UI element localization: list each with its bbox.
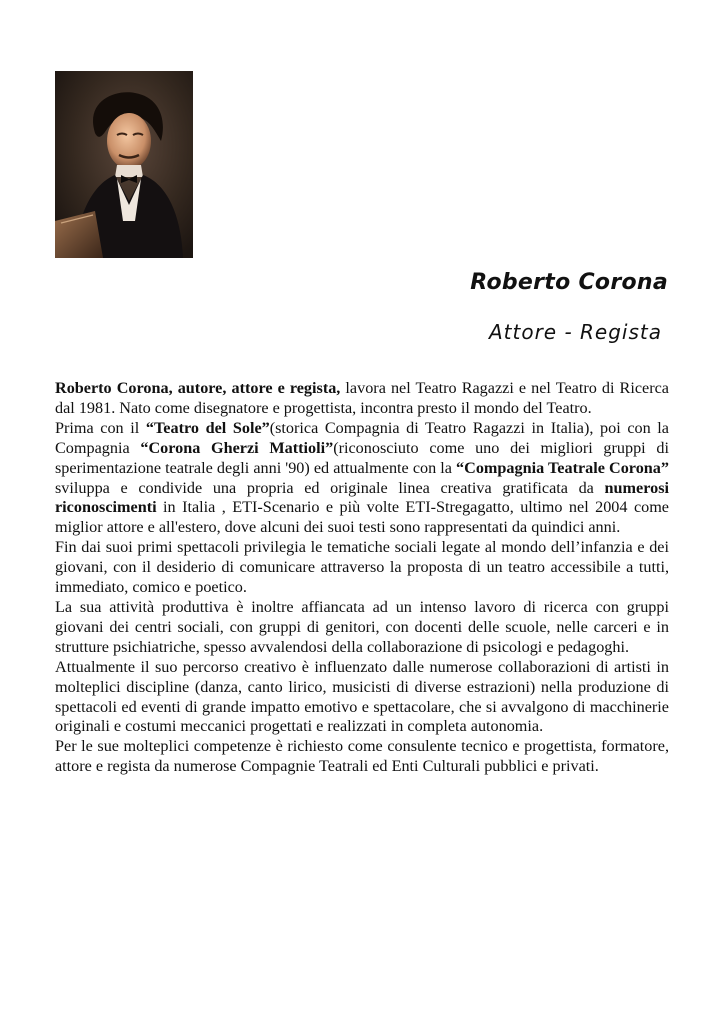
bio-intro-bold: Roberto Corona, autore, attore e regista,: [55, 379, 341, 397]
bio-paragraph-3: Fin dai suoi primi spettacoli privilegia le tematiche sociali legate al mondo dell’infanzia e dei giovani, con il desiderio di comunicare attraverso la proposta di un teatro accessibile a tutti, immediato, comico e poetico.: [55, 538, 669, 597]
company-teatro-del-sole: “Teatro del Sole”: [145, 418, 270, 437]
bio-text: (storica Compagnia di Teatro Ragazzi in Italia), poi con la Compagnia: [55, 418, 669, 457]
bio-paragraph-2: [55, 419, 669, 538]
bio-text: (riconosciuto come uno dei migliori gruppi di sperimentazione teatrale degli anni '90) ed attualmente con la: [55, 438, 669, 477]
bio-paragraph-5: Attualmente il suo percorso creativo è influenzato dalle numerose collaborazioni di artisti in molteplici discipline (danza, canto lirico, musicisti di diverse estrazioni) nella produzione di spettacoli ed eventi di grande impatto emotivo e spettacolare, che si avvalgono di macchinerie originali e costumi meccanici progettati e realizzati in completa autonomia.: [55, 657, 669, 736]
person-name: Roberto Corona: [470, 270, 668, 295]
bio-paragraph-1: [55, 379, 669, 419]
bio-paragraph-4: La sua attività produttiva è inoltre affiancata ad un intenso lavoro di ricerca con gruppi giovani dei centri sociali, con gruppi di genitori, con docenti delle scuole, nelle carceri e in strutture psichiatriche, spesso avvalendosi della collaborazione di psicologi e pedagoghi.: [55, 597, 669, 656]
company-corona-gherzi-mattioli: “Corona Gherzi Mattioli”: [140, 438, 334, 457]
bio-intro-text: lavora nel Teatro Ragazzi e nel Teatro di Ricerca dal 1981. Nato come disegnatore e progettista, incontra presto il mondo del Teatro.: [55, 379, 669, 417]
bio-text: sviluppa e condivide una propria ed originale linea creativa gratificata da: [55, 478, 605, 497]
bio-text: in Italia , ETI-Scenario e più volte ETI-Stregagatto, ultimo nel 2004 come miglior attore e all'estero, dove alcuni dei suoi testi sono rappresentati da quindici anni.: [55, 498, 669, 537]
bio-text: Prima con il: [55, 418, 146, 437]
company-teatrale-corona: “Compagnia Teatrale Corona”: [456, 458, 669, 477]
portrait-photo: [55, 71, 193, 258]
biography: [55, 379, 669, 777]
awards-highlight: numerosi riconoscimenti: [55, 478, 669, 517]
bio-paragraph-6: Per le sue molteplici competenze è richiesto come consulente tecnico e progettista, formatore, attore e regista da numerose Compagnie Teatrali ed Enti Culturali pubblici e privati.: [55, 737, 669, 776]
person-role: Attore - Regista: [488, 320, 662, 344]
